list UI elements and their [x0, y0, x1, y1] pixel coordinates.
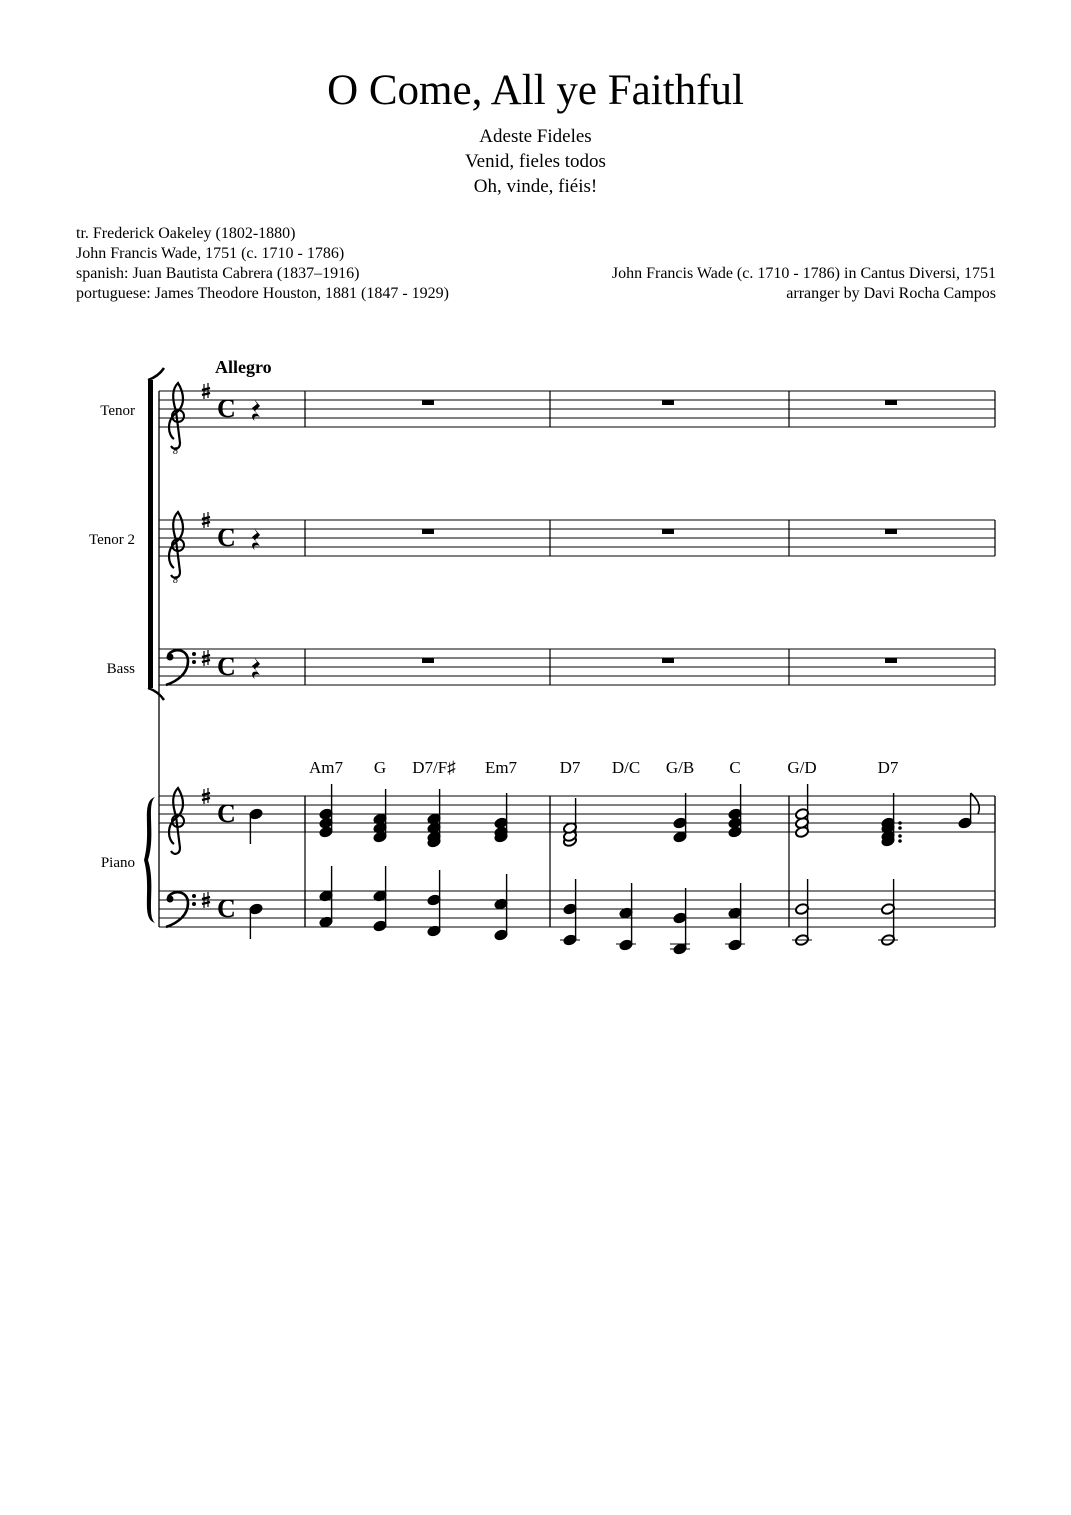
chord-symbol: Am7 [309, 758, 343, 777]
time-signature: C [217, 523, 236, 552]
time-signature: C [217, 799, 236, 828]
portuguese-translator-credit: portuguese: James Theodore Houston, 1881 (1847 - 1929) [76, 285, 449, 302]
piano-chord [319, 784, 334, 838]
piano-brace [144, 797, 155, 923]
chord-symbol: G/D [787, 758, 817, 777]
piano-chord [673, 888, 688, 955]
piano-chord [373, 866, 388, 932]
subtitle-latin: Adeste Fideles [479, 126, 592, 147]
staff-tenor2 [159, 512, 995, 586]
staff-label-piano: Piano [100, 855, 135, 871]
score-title: O Come, All ye Faithful [327, 67, 744, 114]
chord-symbols [309, 758, 899, 777]
octave-8-marker: 8 [173, 446, 178, 457]
piano-chord [673, 793, 688, 843]
piano-chord [728, 784, 743, 838]
time-signature: C [217, 894, 236, 923]
piano-chord [563, 879, 578, 946]
chord-symbol: D/C [611, 758, 641, 777]
piano-chord [494, 874, 509, 941]
dot [898, 839, 902, 843]
composer-credit: John Francis Wade (c. 1710 - 1786) in Cantus Diversi, 1751 [611, 265, 996, 282]
piano-chord [319, 866, 334, 928]
staff-piano-bass [159, 891, 995, 927]
bass-clef-icon-dot-upper [192, 652, 196, 656]
spanish-translator-credit: spanish: Juan Bautista Cabrera (1837–1916) [76, 265, 360, 282]
piano-chord [494, 793, 509, 843]
time-signature: C [217, 394, 236, 423]
octave-8-marker: 8 [173, 575, 178, 586]
piano-chord [619, 883, 634, 951]
bass-clef-icon-dot-upper [192, 894, 196, 898]
piano-chord [958, 793, 980, 829]
dot [898, 834, 902, 838]
translator-credit: tr. Frederick Oakeley (1802-1880) [76, 225, 296, 242]
chord-symbol: C [729, 758, 741, 777]
arranger-credit: arranger by Davi Rocha Campos [786, 285, 996, 302]
subtitle-portuguese: Oh, vinde, fiéis! [473, 176, 598, 197]
staff-bass [159, 649, 995, 685]
dot [898, 826, 902, 830]
bass-clef-icon-dot-lower [192, 902, 196, 906]
chord-symbol: G [373, 758, 387, 777]
staff-piano-treble [159, 788, 995, 854]
piano-chord [427, 789, 442, 848]
time-signature: C [217, 652, 236, 681]
chord-symbol: D7 [559, 758, 581, 777]
piano-chord [795, 784, 810, 838]
chord-symbol: G/B [665, 758, 695, 777]
piano-chord [881, 879, 896, 946]
staff-label-tenor: Tenor [100, 403, 135, 419]
tempo-marking: Allegro [215, 357, 272, 377]
whole-rest [422, 400, 434, 405]
piano-chord [373, 789, 388, 843]
lyricist-credit: John Francis Wade, 1751 (c. 1710 - 1786) [76, 245, 345, 262]
piano-notes [249, 399, 980, 955]
piano-chord [249, 903, 264, 939]
staff-label-bass: Bass [106, 661, 135, 677]
bass-clef-icon-head [167, 654, 174, 661]
whole-rest [885, 658, 897, 663]
piano-chord [795, 879, 810, 946]
piano-chord [728, 883, 743, 951]
whole-rest [885, 400, 897, 405]
bass-clef-icon-head [167, 896, 174, 903]
whole-rest [422, 529, 434, 534]
whole-rest [662, 658, 674, 663]
piano-chord [249, 808, 264, 844]
chord-symbol: Em7 [484, 758, 518, 777]
staff-label-tenor2: Tenor 2 [88, 532, 135, 548]
subtitle-spanish: Venid, fieles todos [465, 151, 606, 172]
whole-rest [422, 658, 434, 663]
chord-symbol: D7 [877, 758, 899, 777]
bass-clef-icon-dot-lower [192, 660, 196, 664]
whole-rest [662, 400, 674, 405]
whole-rest [662, 529, 674, 534]
whole-rest [885, 529, 897, 534]
staves [159, 383, 995, 927]
dot [898, 821, 902, 825]
staff-tenor [159, 383, 995, 457]
piano-chord [881, 793, 902, 847]
chord-symbol: D7/F♯ [412, 758, 456, 777]
